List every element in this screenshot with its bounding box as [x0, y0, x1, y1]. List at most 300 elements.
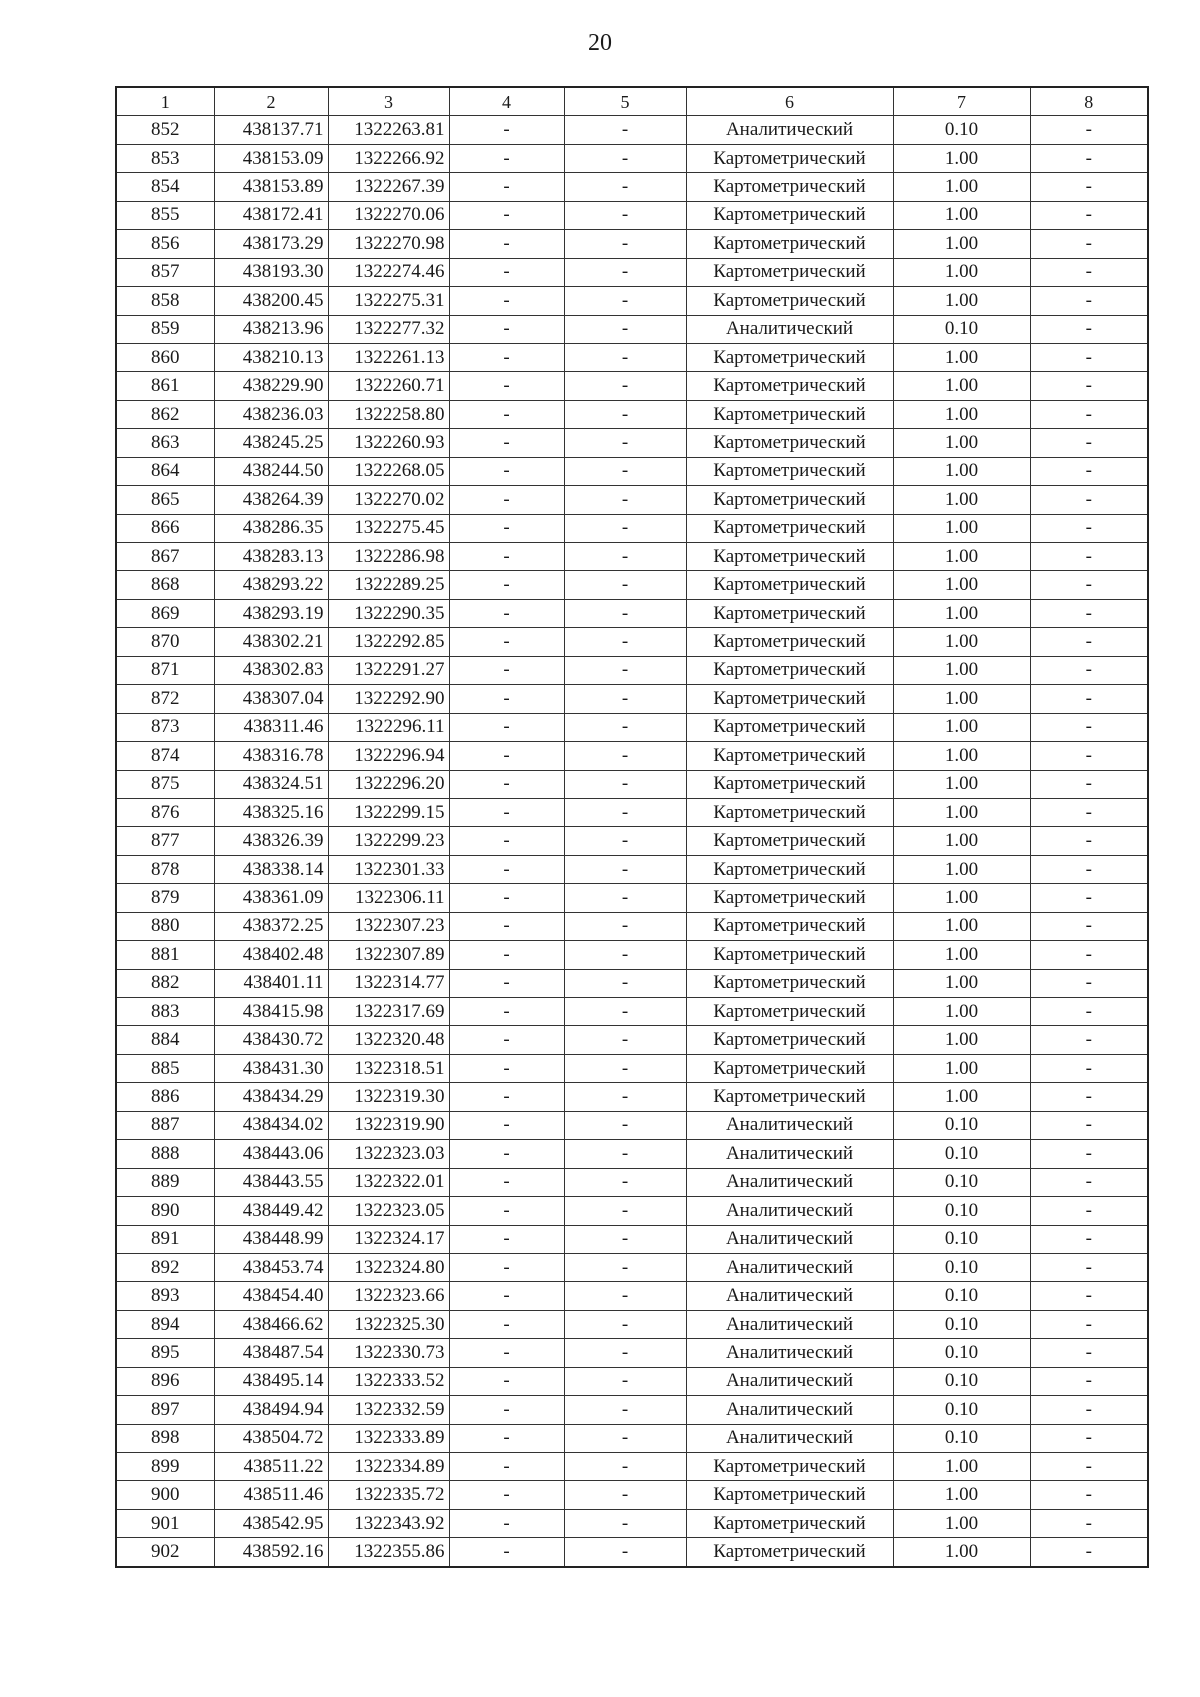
- cell-method: Картометрический: [686, 201, 893, 229]
- cell-col-5-value: -: [564, 599, 686, 627]
- table-row: [116, 514, 1148, 542]
- cell-col-5-value: -: [564, 685, 686, 713]
- cell-col-5-value: -: [564, 258, 686, 286]
- cell-accuracy: 0.10: [893, 1282, 1030, 1310]
- cell-coordinate-y: 1322307.23: [328, 912, 449, 940]
- cell-point-number: 876: [116, 798, 214, 826]
- cell-col-5-value: -: [564, 1453, 686, 1481]
- cell-col-4-value: -: [449, 1282, 564, 1310]
- cell-coordinate-x: 438307.04: [214, 685, 328, 713]
- cell-coordinate-x: 438592.16: [214, 1538, 328, 1567]
- cell-coordinate-y: 1322267.39: [328, 173, 449, 201]
- cell-coordinate-x: 438511.22: [214, 1453, 328, 1481]
- cell-point-number: 873: [116, 713, 214, 741]
- cell-coordinate-x: 438210.13: [214, 343, 328, 371]
- table-body: [116, 116, 1148, 1567]
- cell-col-4-value: -: [449, 685, 564, 713]
- cell-col-4-value: -: [449, 116, 564, 144]
- table-row: [116, 116, 1148, 144]
- cell-col-5-value: -: [564, 486, 686, 514]
- cell-coordinate-x: 438283.13: [214, 543, 328, 571]
- cell-method: Картометрический: [686, 287, 893, 315]
- cell-accuracy: 0.10: [893, 1168, 1030, 1196]
- cell-coordinate-y: 1322292.85: [328, 628, 449, 656]
- cell-accuracy: 1.00: [893, 827, 1030, 855]
- cell-col-8-value: -: [1030, 1339, 1148, 1367]
- cell-col-8-value: -: [1030, 173, 1148, 201]
- table-row: [116, 1083, 1148, 1111]
- table-row: [116, 1054, 1148, 1082]
- cell-method: Аналитический: [686, 1282, 893, 1310]
- cell-col-8-value: -: [1030, 998, 1148, 1026]
- cell-coordinate-y: 1322263.81: [328, 116, 449, 144]
- cell-accuracy: 1.00: [893, 343, 1030, 371]
- cell-method: Картометрический: [686, 742, 893, 770]
- cell-coordinate-y: 1322277.32: [328, 315, 449, 343]
- column-header-1: 1: [116, 87, 214, 116]
- column-header-5: 5: [564, 87, 686, 116]
- cell-coordinate-y: 1322330.73: [328, 1339, 449, 1367]
- cell-col-4-value: -: [449, 1453, 564, 1481]
- cell-col-4-value: -: [449, 1396, 564, 1424]
- table-row: [116, 941, 1148, 969]
- cell-coordinate-y: 1322289.25: [328, 571, 449, 599]
- cell-col-8-value: -: [1030, 514, 1148, 542]
- column-header-4: 4: [449, 87, 564, 116]
- table-row: [116, 855, 1148, 883]
- cell-col-5-value: -: [564, 315, 686, 343]
- table-row: [116, 1140, 1148, 1168]
- cell-coordinate-x: 438213.96: [214, 315, 328, 343]
- cell-accuracy: 1.00: [893, 1481, 1030, 1509]
- cell-coordinate-y: 1322261.13: [328, 343, 449, 371]
- cell-accuracy: 1.00: [893, 798, 1030, 826]
- cell-col-8-value: -: [1030, 1140, 1148, 1168]
- cell-point-number: 895: [116, 1339, 214, 1367]
- cell-point-number: 890: [116, 1197, 214, 1225]
- table-row: [116, 1197, 1148, 1225]
- table-row: [116, 884, 1148, 912]
- cell-col-8-value: -: [1030, 1225, 1148, 1253]
- cell-method: Аналитический: [686, 1396, 893, 1424]
- cell-method: Картометрический: [686, 628, 893, 656]
- cell-coordinate-y: 1322317.69: [328, 998, 449, 1026]
- cell-col-4-value: -: [449, 571, 564, 599]
- cell-method: Картометрический: [686, 230, 893, 258]
- cell-method: Картометрический: [686, 941, 893, 969]
- cell-col-4-value: -: [449, 969, 564, 997]
- cell-accuracy: 1.00: [893, 912, 1030, 940]
- cell-method: Аналитический: [686, 1197, 893, 1225]
- cell-col-5-value: -: [564, 1168, 686, 1196]
- cell-col-4-value: -: [449, 1424, 564, 1452]
- cell-point-number: 853: [116, 144, 214, 172]
- cell-col-8-value: -: [1030, 742, 1148, 770]
- cell-coordinate-y: 1322296.20: [328, 770, 449, 798]
- cell-coordinate-x: 438293.19: [214, 599, 328, 627]
- cell-coordinate-x: 438153.09: [214, 144, 328, 172]
- table-row: [116, 1339, 1148, 1367]
- cell-method: Картометрический: [686, 798, 893, 826]
- cell-coordinate-y: 1322333.52: [328, 1367, 449, 1395]
- cell-accuracy: 1.00: [893, 201, 1030, 229]
- cell-point-number: 889: [116, 1168, 214, 1196]
- cell-coordinate-y: 1322318.51: [328, 1054, 449, 1082]
- cell-coordinate-y: 1322319.30: [328, 1083, 449, 1111]
- cell-accuracy: 1.00: [893, 429, 1030, 457]
- cell-col-4-value: -: [449, 1339, 564, 1367]
- cell-method: Картометрический: [686, 855, 893, 883]
- cell-accuracy: 1.00: [893, 628, 1030, 656]
- cell-point-number: 852: [116, 116, 214, 144]
- table-row: [116, 315, 1148, 343]
- cell-col-8-value: -: [1030, 543, 1148, 571]
- cell-point-number: 872: [116, 685, 214, 713]
- table-row: [116, 1111, 1148, 1139]
- cell-col-8-value: -: [1030, 685, 1148, 713]
- cell-point-number: 860: [116, 343, 214, 371]
- cell-col-5-value: -: [564, 827, 686, 855]
- cell-accuracy: 1.00: [893, 770, 1030, 798]
- cell-col-5-value: -: [564, 713, 686, 741]
- cell-col-5-value: -: [564, 571, 686, 599]
- cell-col-8-value: -: [1030, 230, 1148, 258]
- cell-col-8-value: -: [1030, 116, 1148, 144]
- cell-col-4-value: -: [449, 1140, 564, 1168]
- cell-col-5-value: -: [564, 912, 686, 940]
- cell-col-8-value: -: [1030, 713, 1148, 741]
- cell-point-number: 887: [116, 1111, 214, 1139]
- cell-point-number: 897: [116, 1396, 214, 1424]
- cell-method: Картометрический: [686, 258, 893, 286]
- cell-accuracy: 0.10: [893, 1111, 1030, 1139]
- cell-col-4-value: -: [449, 1026, 564, 1054]
- cell-col-4-value: -: [449, 912, 564, 940]
- table-row: [116, 1225, 1148, 1253]
- cell-point-number: 859: [116, 315, 214, 343]
- cell-point-number: 869: [116, 599, 214, 627]
- cell-point-number: 857: [116, 258, 214, 286]
- cell-point-number: 870: [116, 628, 214, 656]
- table-row: [116, 1453, 1148, 1481]
- cell-col-5-value: -: [564, 201, 686, 229]
- cell-col-8-value: -: [1030, 1453, 1148, 1481]
- cell-accuracy: 1.00: [893, 998, 1030, 1026]
- table-row: [116, 599, 1148, 627]
- table-row: [116, 798, 1148, 826]
- cell-point-number: 881: [116, 941, 214, 969]
- cell-coordinate-x: 438338.14: [214, 855, 328, 883]
- cell-method: Картометрический: [686, 969, 893, 997]
- table-row: [116, 230, 1148, 258]
- cell-col-4-value: -: [449, 1083, 564, 1111]
- cell-col-5-value: -: [564, 1481, 686, 1509]
- cell-method: Картометрический: [686, 713, 893, 741]
- cell-point-number: 898: [116, 1424, 214, 1452]
- cell-col-4-value: -: [449, 941, 564, 969]
- cell-method: Аналитический: [686, 1367, 893, 1395]
- cell-point-number: 855: [116, 201, 214, 229]
- cell-coordinate-x: 438316.78: [214, 742, 328, 770]
- cell-col-4-value: -: [449, 514, 564, 542]
- cell-coordinate-x: 438449.42: [214, 1197, 328, 1225]
- cell-accuracy: 0.10: [893, 1367, 1030, 1395]
- cell-coordinate-y: 1322334.89: [328, 1453, 449, 1481]
- cell-coordinate-x: 438453.74: [214, 1253, 328, 1281]
- cell-coordinate-x: 438494.94: [214, 1396, 328, 1424]
- cell-method: Картометрический: [686, 1453, 893, 1481]
- cell-coordinate-x: 438443.06: [214, 1140, 328, 1168]
- table-row: [116, 343, 1148, 371]
- cell-coordinate-y: 1322275.31: [328, 287, 449, 315]
- table-row: [116, 1168, 1148, 1196]
- cell-col-4-value: -: [449, 400, 564, 428]
- cell-accuracy: 1.00: [893, 543, 1030, 571]
- cell-point-number: 858: [116, 287, 214, 315]
- cell-coordinate-y: 1322301.33: [328, 855, 449, 883]
- cell-col-5-value: -: [564, 343, 686, 371]
- cell-method: Картометрический: [686, 656, 893, 684]
- table-row: [116, 1481, 1148, 1509]
- cell-col-8-value: -: [1030, 457, 1148, 485]
- cell-col-4-value: -: [449, 1538, 564, 1567]
- cell-accuracy: 1.00: [893, 969, 1030, 997]
- cell-col-4-value: -: [449, 998, 564, 1026]
- cell-col-8-value: -: [1030, 201, 1148, 229]
- cell-coordinate-x: 438430.72: [214, 1026, 328, 1054]
- cell-col-4-value: -: [449, 486, 564, 514]
- table-row: [116, 713, 1148, 741]
- cell-coordinate-y: 1322332.59: [328, 1396, 449, 1424]
- cell-col-5-value: -: [564, 1140, 686, 1168]
- cell-col-5-value: -: [564, 1282, 686, 1310]
- cell-col-8-value: -: [1030, 372, 1148, 400]
- cell-method: Аналитический: [686, 1253, 893, 1281]
- cell-method: Картометрический: [686, 543, 893, 571]
- cell-col-5-value: -: [564, 656, 686, 684]
- cell-col-8-value: -: [1030, 400, 1148, 428]
- cell-col-8-value: -: [1030, 144, 1148, 172]
- cell-coordinate-x: 438173.29: [214, 230, 328, 258]
- cell-col-4-value: -: [449, 543, 564, 571]
- cell-accuracy: 0.10: [893, 315, 1030, 343]
- cell-col-8-value: -: [1030, 1509, 1148, 1537]
- cell-coordinate-x: 438504.72: [214, 1424, 328, 1452]
- cell-point-number: 854: [116, 173, 214, 201]
- cell-accuracy: 1.00: [893, 599, 1030, 627]
- cell-coordinate-x: 438229.90: [214, 372, 328, 400]
- cell-col-5-value: -: [564, 372, 686, 400]
- cell-method: Картометрический: [686, 514, 893, 542]
- cell-point-number: 862: [116, 400, 214, 428]
- cell-method: Аналитический: [686, 1424, 893, 1452]
- cell-col-8-value: -: [1030, 1253, 1148, 1281]
- cell-col-8-value: -: [1030, 1111, 1148, 1139]
- cell-accuracy: 1.00: [893, 742, 1030, 770]
- table-row: [116, 258, 1148, 286]
- cell-accuracy: 1.00: [893, 514, 1030, 542]
- cell-col-4-value: -: [449, 855, 564, 883]
- cell-col-5-value: -: [564, 969, 686, 997]
- cell-accuracy: 1.00: [893, 1538, 1030, 1567]
- cell-coordinate-x: 438372.25: [214, 912, 328, 940]
- cell-col-4-value: -: [449, 656, 564, 684]
- cell-method: Аналитический: [686, 1310, 893, 1338]
- cell-coordinate-y: 1322270.06: [328, 201, 449, 229]
- cell-accuracy: 0.10: [893, 1424, 1030, 1452]
- cell-coordinate-x: 438302.83: [214, 656, 328, 684]
- cell-accuracy: 1.00: [893, 713, 1030, 741]
- cell-col-4-value: -: [449, 1111, 564, 1139]
- cell-col-4-value: -: [449, 287, 564, 315]
- cell-point-number: 879: [116, 884, 214, 912]
- cell-method: Картометрический: [686, 1083, 893, 1111]
- cell-coordinate-y: 1322270.02: [328, 486, 449, 514]
- cell-coordinate-y: 1322325.30: [328, 1310, 449, 1338]
- column-header-7: 7: [893, 87, 1030, 116]
- cell-accuracy: 1.00: [893, 258, 1030, 286]
- cell-col-4-value: -: [449, 770, 564, 798]
- table-row: [116, 1538, 1148, 1567]
- cell-point-number: 900: [116, 1481, 214, 1509]
- cell-accuracy: 0.10: [893, 1253, 1030, 1281]
- cell-col-4-value: -: [449, 1481, 564, 1509]
- cell-col-5-value: -: [564, 1225, 686, 1253]
- cell-coordinate-y: 1322291.27: [328, 656, 449, 684]
- cell-coordinate-y: 1322260.71: [328, 372, 449, 400]
- cell-accuracy: 0.10: [893, 1225, 1030, 1253]
- cell-col-4-value: -: [449, 144, 564, 172]
- cell-col-4-value: -: [449, 372, 564, 400]
- cell-coordinate-x: 438172.41: [214, 201, 328, 229]
- cell-col-4-value: -: [449, 1168, 564, 1196]
- cell-col-4-value: -: [449, 1225, 564, 1253]
- column-header-2: 2: [214, 87, 328, 116]
- cell-col-5-value: -: [564, 855, 686, 883]
- table-row: [116, 1367, 1148, 1395]
- cell-coordinate-x: 438236.03: [214, 400, 328, 428]
- table-row: [116, 457, 1148, 485]
- cell-point-number: 893: [116, 1282, 214, 1310]
- cell-point-number: 882: [116, 969, 214, 997]
- cell-point-number: 856: [116, 230, 214, 258]
- cell-coordinate-y: 1322268.05: [328, 457, 449, 485]
- cell-method: Картометрический: [686, 429, 893, 457]
- cell-point-number: 874: [116, 742, 214, 770]
- cell-coordinate-x: 438434.29: [214, 1083, 328, 1111]
- cell-point-number: 866: [116, 514, 214, 542]
- cell-coordinate-y: 1322274.46: [328, 258, 449, 286]
- cell-point-number: 875: [116, 770, 214, 798]
- table-row: [116, 656, 1148, 684]
- cell-col-4-value: -: [449, 343, 564, 371]
- cell-col-5-value: -: [564, 543, 686, 571]
- cell-col-8-value: -: [1030, 1168, 1148, 1196]
- table-row: [116, 1282, 1148, 1310]
- cell-col-8-value: -: [1030, 1367, 1148, 1395]
- cell-col-8-value: -: [1030, 1424, 1148, 1452]
- cell-col-5-value: -: [564, 1253, 686, 1281]
- cell-coordinate-x: 438495.14: [214, 1367, 328, 1395]
- table-row: [116, 1026, 1148, 1054]
- cell-coordinate-x: 438466.62: [214, 1310, 328, 1338]
- cell-method: Аналитический: [686, 1111, 893, 1139]
- cell-col-8-value: -: [1030, 628, 1148, 656]
- cell-coordinate-y: 1322319.90: [328, 1111, 449, 1139]
- cell-accuracy: 1.00: [893, 656, 1030, 684]
- cell-coordinate-y: 1322258.80: [328, 400, 449, 428]
- cell-col-4-value: -: [449, 201, 564, 229]
- cell-coordinate-y: 1322290.35: [328, 599, 449, 627]
- cell-point-number: 878: [116, 855, 214, 883]
- cell-accuracy: 1.00: [893, 457, 1030, 485]
- cell-accuracy: 1.00: [893, 1453, 1030, 1481]
- cell-accuracy: 1.00: [893, 486, 1030, 514]
- cell-col-5-value: -: [564, 1111, 686, 1139]
- cell-coordinate-y: 1322323.03: [328, 1140, 449, 1168]
- cell-coordinate-x: 438454.40: [214, 1282, 328, 1310]
- cell-accuracy: 1.00: [893, 173, 1030, 201]
- cell-col-4-value: -: [449, 429, 564, 457]
- table-row: [116, 742, 1148, 770]
- cell-col-4-value: -: [449, 258, 564, 286]
- cell-coordinate-x: 438401.11: [214, 969, 328, 997]
- cell-col-5-value: -: [564, 1083, 686, 1111]
- cell-coordinate-x: 438293.22: [214, 571, 328, 599]
- cell-coordinate-x: 438361.09: [214, 884, 328, 912]
- table-row: [116, 969, 1148, 997]
- table-row: [116, 827, 1148, 855]
- cell-coordinate-x: 438324.51: [214, 770, 328, 798]
- cell-coordinate-x: 438264.39: [214, 486, 328, 514]
- cell-method: Картометрический: [686, 912, 893, 940]
- cell-accuracy: 1.00: [893, 230, 1030, 258]
- cell-col-8-value: -: [1030, 571, 1148, 599]
- cell-coordinate-x: 438311.46: [214, 713, 328, 741]
- cell-accuracy: 1.00: [893, 941, 1030, 969]
- cell-method: Картометрический: [686, 173, 893, 201]
- cell-accuracy: 0.10: [893, 1197, 1030, 1225]
- table-row: [116, 1253, 1148, 1281]
- cell-method: Картометрический: [686, 1538, 893, 1567]
- cell-coordinate-y: 1322335.72: [328, 1481, 449, 1509]
- cell-col-8-value: -: [1030, 656, 1148, 684]
- cell-coordinate-y: 1322333.89: [328, 1424, 449, 1452]
- cell-col-8-value: -: [1030, 798, 1148, 826]
- cell-point-number: 877: [116, 827, 214, 855]
- cell-col-8-value: -: [1030, 1197, 1148, 1225]
- cell-point-number: 886: [116, 1083, 214, 1111]
- table-row: [116, 998, 1148, 1026]
- cell-col-5-value: -: [564, 1367, 686, 1395]
- cell-col-5-value: -: [564, 1339, 686, 1367]
- table-row: [116, 1424, 1148, 1452]
- cell-coordinate-x: 438325.16: [214, 798, 328, 826]
- cell-col-5-value: -: [564, 287, 686, 315]
- cell-method: Картометрический: [686, 571, 893, 599]
- cell-coordinate-y: 1322266.92: [328, 144, 449, 172]
- cell-col-8-value: -: [1030, 343, 1148, 371]
- cell-col-4-value: -: [449, 173, 564, 201]
- cell-col-4-value: -: [449, 628, 564, 656]
- cell-col-4-value: -: [449, 1310, 564, 1338]
- cell-coordinate-x: 438487.54: [214, 1339, 328, 1367]
- cell-accuracy: 1.00: [893, 144, 1030, 172]
- cell-point-number: 902: [116, 1538, 214, 1567]
- cell-col-5-value: -: [564, 429, 686, 457]
- cell-col-4-value: -: [449, 798, 564, 826]
- cell-col-8-value: -: [1030, 315, 1148, 343]
